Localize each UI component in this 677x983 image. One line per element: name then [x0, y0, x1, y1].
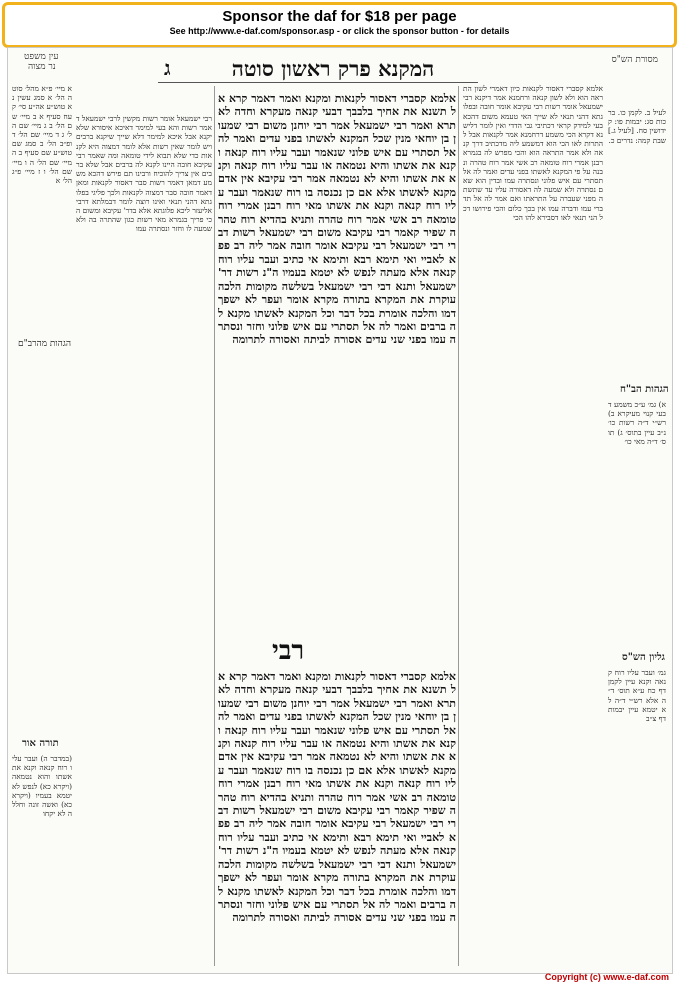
hagahot-habach-label: הגהות הב"ח: [620, 384, 669, 395]
tosafot-commentary: רבי ישמעאל אומר רשות מקשין לרבי ישמעאל דאמר רשות והא בעי למימר דאיכא איסורא שלא יקנא אבל איכא למימר דלא שייך שיקנא ברבים ויש לומר שאין רשות אלא לומר דמצוה היא לקנאות כדי שלא תבוא לידי טומאה ומה שאמר רבי עקיבא חובה היינו לקנא לה ברבים אבל שלא ברבים אין צריך להוכיח ורבינו תם פירש דהכא משמע דמאן דאמר רשות סבר דאסור לקנאות ומאן דאמר חובה סבר דמצוה לקנאות ולכך פליגי בפלוגתא דהני תנאי ואינו רוצה לומר דבמלתא דרבי אליעזר ליכא פלוגתא אלא בדר' עקיבא ומשום הכי פריך בגמרא מאי רשות כגון שהתרה בה ולא שמעה לו וחזר ונסתרה עמו: [76, 114, 212, 234]
column-divider: [214, 86, 215, 966]
column-divider: [458, 86, 459, 966]
hagahot-maharam-label: הגהות מהרב"ם: [18, 339, 72, 349]
sponsor-banner[interactable]: [2, 2, 677, 48]
sponsor-title[interactable]: Sponsor the daf for $18 per page: [222, 8, 457, 25]
sponsor-subtitle[interactable]: See http://www.e-daf.com/sponsor.asp - or click the sponsor button - for details: [169, 26, 510, 36]
masoret-hashas-column: לעיל ב. לקמן כו. ברכות סג: יבמות פו: קידושין סח. [לעיל ג.] שבת קמה: נדרים כ.: [608, 108, 666, 145]
masoret-hashas-label: מסורת הש"ס: [611, 55, 658, 65]
ein-mishpat-label: עין משפט: [24, 52, 59, 62]
ner-mitzvah-label: נר מצוה: [28, 62, 56, 72]
page-title: המקנא פרק ראשון סוטה: [231, 56, 435, 81]
copyright-notice[interactable]: Copyright (c) www.e-daf.com: [544, 972, 669, 982]
torah-or-label: תורה אור: [22, 738, 59, 749]
talmud-page: [7, 47, 673, 974]
ein-mishpat-column: א מיי׳ פ״א מהל׳ סוטה הל׳ א סמג עשין נא טוש״ע אה״ע סי׳ קעח סעיף א ב מיי׳ שם הל׳ ב ג מיי׳ שם הל׳ ג ד מיי׳ שם הל׳ ד ופ״ב הל׳ ב סמג שם טוש״ע שם סעיף ב ה מיי׳ שם הל׳ ה ו מיי׳ שם הל׳ ו ז מיי׳ פ״ג הל׳ א: [12, 84, 72, 186]
opening-word: רבי: [272, 636, 305, 666]
torah-or-text: (במדבר ה) ועבר עליו רוח קנאה וקנא את אשתו והוא נטמאה (ויקרא כא) לנפש לא יטמא בעמיו (ויקרא כא) ואשה זונה וחללה לא יקחו: [12, 754, 72, 819]
header-divider: [158, 82, 478, 83]
gilyon-hashas-label: גליון הש"ס: [622, 652, 665, 663]
gemara-text-lower: אלמא קסברי דאסור לקנאות ומקנא ואמר דאמר קרא אל תשנא את אחיך בלבבך דבעי קנאה מעקרא וחדה לאתרא ואמר רבי ישמעאל אמר רבי יוחנן משום רבי שמעון בן יוחאי מנין שכל המקנא לאשתו בפני עדים ואמר לה אל תסתרי עם איש פלוני שנאמר ועבר עליו רוח קנאה וקנא את אשתו והיא נטמאה או עבר עליו רוח קנאה וקנא את אשתו והיא לא נטמאה אמר רבי עקיבא אין אדם מקנא לאשתו אלא אם כן נכנסה בו רוח שנאמר ועבר עליו רוח קנאה וקנא את אשתו מאי רוח רבנן אמרי רוח טומאה רב אשי אמר רוח טהרה ותניא בהדיא רוח טהרה שפיר קאמר רבי עקיבא משום רבי ישמעאל רשות דברי רבי ישמעאל רבי עקיבא אומר חובה אמר ליה רב פפא לאביי ואי תימא רבא ותימא אי כתיב ועבר עליו רוח קנאה אלא מעתה לנפש לא יטמא בעמיו ה"נ רשות דר' ישמעאל ותנא דבי רבי ישמעאל בשלשה מקומות הלכה עוקרת את המקרא בתורה מקרא אומר ועפר לא ישפך דמו והלכה אומרת בכל דבר וכל המקנא לאשתו מקנא לה ברבים ואמר לה אל תסתרי עם איש פלוני וחזר ונסתרה עמו בפני שני עדים אסורה לביתה ואסורה לתרומה: [218, 670, 456, 925]
hagahot-habach-text: א) גמ׳ ע״כ משמע דבעי קנוי מעיקרא ב) רש״י ד״ה רשות כו׳ נ״ב עיין בתוס׳ ג) תוס׳ ד״ה מאי כו׳: [608, 400, 666, 446]
rashi-commentary: אלמא קסברי דאסור לקנאות כיון דאמרי לשון התראה הוא ולא לשון קנאה ורחמנא אמר דיקנא רבי ישמעאל אומר רשות רבי עקיבא אומר חובה ובפלוגתא דהני תנאי לא שייך האי טעמא משום דהכא בעי למידק קראי דכתיבי גבי הדדי ואין לומר דלישנא דקרא הכי משמע דרחמנא אמר לקנאות אבל להתרות לאו הכי הוא דמשמע ליה מדכתיב דרך קנאה ולא אמר התראה הוא והכי מפרש לה בגמרא רבנן אמרי רוח טומאה רב אשי אמר רוח טהרה ונבנה על פי המקנא לאשתו בפני עדים ואמר לה אל תסתרי עם איש פלוני ונסתרה עמו ובדין הוא שאם נסתרה ולא שמעה לה דאסורה עליו עד שתשתה מפני שעברה על התראתו ואם אמר לה אל תדברי עמו ודברה עמו אין בכך כלום והכי פירושו דכל הני תנאי לאו דסבירא להו הכי: [463, 84, 603, 222]
gilyon-hashas-text: גמ׳ ועבר עליו רוח קנאה וקנא עיין לקמן דף כח ע״א תוס׳ ד״ה אלא רש״י ד״ה לא יטמא עיין יבמות דף צ״ב: [608, 668, 666, 724]
page-number: ג: [164, 56, 171, 80]
gemara-text-upper: אלמא קסברי דאסור לקנאות ומקנא ואמר דאמר קרא אל תשנא את אחיך בלבבך דבעי קנאה מעקרא וחדה לאתרא ואמר רבי ישמעאל אמר רבי יוחנן משום רבי שמעון בן יוחאי מנין שכל המקנא לאשתו בפני עדים ואמר לה אל תסתרי עם איש פלוני שנאמר ועבר עליו רוח קנאה וקנא את אשתו והיא נטמאה או עבר עליו רוח קנאה וקנא את אשתו והיא לא נטמאה אמר רבי עקיבא אין אדם מקנא לאשתו אלא אם כן נכנסה בו רוח שנאמר ועבר עליו רוח קנאה וקנא את אשתו מאי רוח רבנן אמרי רוח טומאה רב אשי אמר רוח טהרה ותניא בהדיא רוח טהרה שפיר קאמר רבי עקיבא משום רבי ישמעאל רשות דברי רבי ישמעאל רבי עקיבא אומר חובה אמר ליה רב פפא לאביי ואי תימא רבא ותימא אי כתיב ועבר עליו רוח קנאה אלא מעתה לנפש לא יטמא בעמיו ה"נ רשות דר' ישמעאל ותנא דבי רבי ישמעאל בשלשה מקומות הלכה עוקרת את המקרא בתורה מקרא אומר ועפר לא ישפך דמו והלכה אומרת בכל דבר וכל המקנא לאשתו מקנא לה ברבים ואמר לה אל תסתרי עם איש פלוני וחזר ונסתרה עמו בפני שני עדים אסורה לביתה ואסורה לתרומה: [218, 92, 456, 347]
